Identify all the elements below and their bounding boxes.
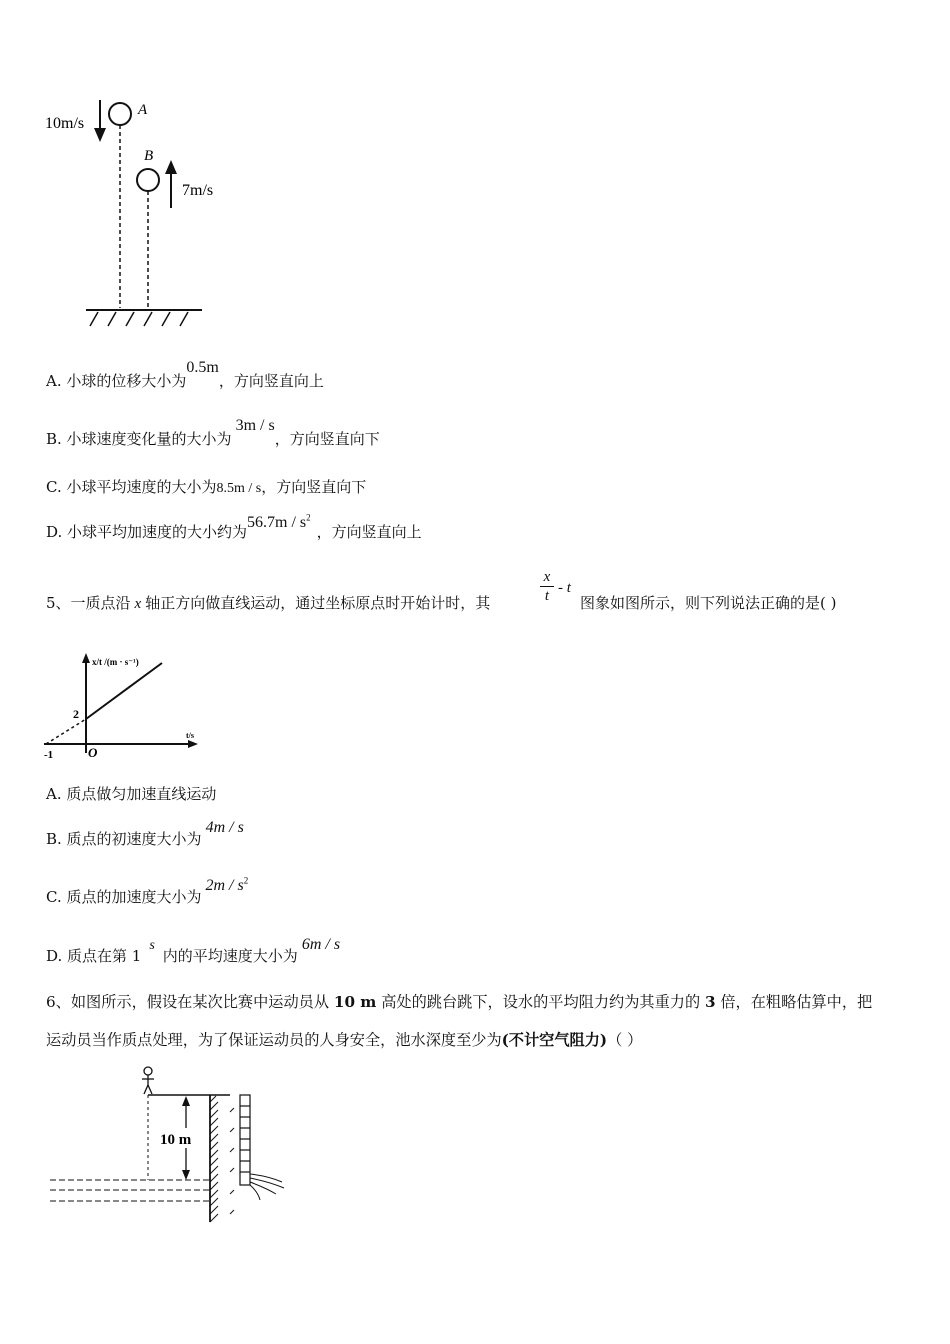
- ball-b: [137, 169, 159, 191]
- figure-balls: [40, 90, 240, 335]
- speed-b-label: 7m/s: [182, 182, 214, 199]
- q4-option-a: A. 小球的位移大小为0.5m，方向竖直向上: [46, 359, 324, 390]
- q5-b-math: 4m / s: [205, 819, 244, 836]
- y-axis-arrow: [82, 653, 90, 663]
- grass-tuft: [250, 1174, 284, 1200]
- q6-line2: 运动员当作质点处理，为了保证运动员的人身安全，池水深度至少为(不计空气阻力)（ ）: [46, 1031, 643, 1049]
- q4-option-d: D. 小球平均加速度的大小约为$56.7m / s^2$，方向竖直向上: [46, 512, 422, 541]
- q5-stem: 5、一质点沿 x 轴正方向做直线运动，通过坐标原点时开始计时，其: [46, 594, 491, 612]
- q5-stem-end: 图象如图所示，则下列说法正确的是( ): [580, 594, 837, 612]
- graph-extension-dashed: [46, 719, 86, 744]
- arrow-a-head: [94, 128, 106, 142]
- height-label: 10 m: [160, 1132, 192, 1148]
- q5-option-a: A. 质点做匀加速直线运动: [46, 785, 217, 803]
- wall-inner-marks: [230, 1108, 234, 1214]
- origin-label: O: [88, 745, 98, 760]
- diver-icon: [142, 1067, 154, 1094]
- q5-dash-t: - t: [558, 580, 571, 596]
- q4-a-math: 0.5m: [186, 359, 219, 376]
- q4-c-math: 8.5m / s: [216, 481, 262, 496]
- q4-b-math: 3m / s: [235, 417, 275, 434]
- speed-a-label: 10m/s: [45, 115, 85, 132]
- label-a: A: [138, 102, 148, 118]
- figure-xt-graph: [40, 645, 210, 765]
- graph-line: [86, 663, 162, 719]
- label-b: B: [144, 148, 154, 164]
- q4-d-math: $56.7m / s^2$: [247, 512, 311, 531]
- q4-option-b: B. 小球速度变化量的大小为3m / s，方向竖直向下: [46, 417, 380, 448]
- x-axis-label: t/s: [186, 731, 194, 740]
- q5-fraction: x t: [540, 568, 554, 605]
- height-arrow-top: [182, 1096, 190, 1106]
- arrow-b-head: [165, 160, 177, 174]
- q5-option-d: D. 质点在第 1s内的平均速度大小为6m / s: [46, 936, 341, 965]
- x-axis-arrow: [188, 740, 198, 748]
- y-tick-2: 2: [73, 707, 79, 721]
- wall-hatch: [210, 1096, 218, 1222]
- q6-line1: 6、如图所示，假设在某次比赛中运动员从 10 m 高处的跳台跳下，设水的平均阻力约为其重力的 3 倍，在粗略估算中，把: [46, 993, 873, 1011]
- height-arrow-bottom: [182, 1170, 190, 1180]
- ball-a: [109, 103, 131, 125]
- q5-d-math: 6m / s: [301, 936, 341, 953]
- y-axis-label: x/t /(m · s⁻¹): [92, 657, 139, 667]
- x-tick-neg1: -1: [44, 749, 54, 761]
- q4-option-c: C. 小球平均速度的大小为8.5m / s，方向竖直向下: [46, 478, 367, 496]
- ladder-structure: [240, 1095, 250, 1185]
- q5-c-math: $2m / s^2$: [205, 875, 249, 894]
- q5-option-b: B. 质点的初速度大小为4m / s: [46, 819, 244, 848]
- q5-option-c: C. 质点的加速度大小为$2m / s^2$: [46, 875, 249, 906]
- ground-hatch: [90, 312, 188, 326]
- figure-diving-platform: [44, 1064, 294, 1229]
